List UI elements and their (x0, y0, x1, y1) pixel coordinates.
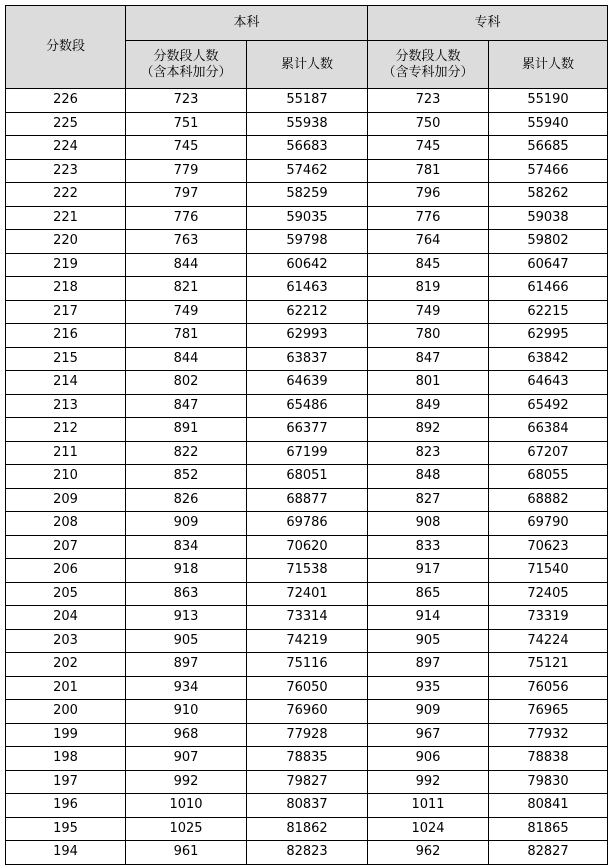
junior-seg-count-cell: 776 (368, 206, 489, 230)
undergrad-cumulative-cell: 76050 (247, 676, 368, 700)
undergrad-cumulative-cell: 55938 (247, 112, 368, 136)
junior-cumulative-cell: 56685 (489, 136, 608, 160)
score-cell: 221 (6, 206, 126, 230)
undergrad-cumulative-cell: 65486 (247, 394, 368, 418)
junior-seg-count-cell: 906 (368, 747, 489, 771)
junior-cumulative-cell: 59038 (489, 206, 608, 230)
score-cell: 208 (6, 512, 126, 536)
table-row (6, 136, 608, 160)
table-body (6, 89, 608, 865)
undergrad-seg-count-cell: 852 (126, 465, 247, 489)
table-row (6, 582, 608, 606)
score-cell: 203 (6, 629, 126, 653)
junior-seg-count-cell: 935 (368, 676, 489, 700)
junior-seg-count-cell: 1024 (368, 817, 489, 841)
score-cell: 199 (6, 723, 126, 747)
undergrad-cumulative-cell: 56683 (247, 136, 368, 160)
junior-seg-count-cell: 819 (368, 277, 489, 301)
table-row (6, 770, 608, 794)
undergrad-seg-count-cell: 913 (126, 606, 247, 630)
header-junior-cumulative: 累计人数 (489, 41, 608, 89)
junior-seg-count-cell: 962 (368, 841, 489, 865)
undergrad-cumulative-cell: 59035 (247, 206, 368, 230)
junior-seg-count-cell: 908 (368, 512, 489, 536)
junior-seg-count-cell: 909 (368, 700, 489, 724)
junior-seg-count-cell: 967 (368, 723, 489, 747)
table-row (6, 841, 608, 865)
score-cell: 213 (6, 394, 126, 418)
junior-seg-count-cell: 833 (368, 535, 489, 559)
score-cell: 216 (6, 324, 126, 348)
junior-cumulative-cell: 70623 (489, 535, 608, 559)
junior-seg-count-cell: 845 (368, 253, 489, 277)
undergrad-seg-count-cell: 834 (126, 535, 247, 559)
undergrad-seg-count-cell: 802 (126, 371, 247, 395)
undergrad-seg-count-cell: 751 (126, 112, 247, 136)
junior-cumulative-cell: 62215 (489, 300, 608, 324)
junior-cumulative-cell: 57466 (489, 159, 608, 183)
header-undergrad-cumulative: 累计人数 (247, 41, 368, 89)
undergrad-cumulative-cell: 57462 (247, 159, 368, 183)
score-cell: 194 (6, 841, 126, 865)
undergrad-cumulative-cell: 62212 (247, 300, 368, 324)
undergrad-seg-count-cell: 897 (126, 653, 247, 677)
table-row (6, 559, 608, 583)
junior-cumulative-cell: 60647 (489, 253, 608, 277)
undergrad-seg-count-cell: 847 (126, 394, 247, 418)
undergrad-cumulative-cell: 77928 (247, 723, 368, 747)
undergrad-cumulative-cell: 60642 (247, 253, 368, 277)
undergrad-seg-count-cell: 797 (126, 183, 247, 207)
undergrad-cumulative-cell: 78835 (247, 747, 368, 771)
undergrad-cumulative-cell: 80837 (247, 794, 368, 818)
junior-seg-count-cell: 847 (368, 347, 489, 371)
junior-seg-count-cell: 827 (368, 488, 489, 512)
junior-seg-count-cell: 992 (368, 770, 489, 794)
header-undergrad-seg-count (126, 41, 247, 89)
undergrad-seg-count-cell: 723 (126, 89, 247, 113)
score-cell: 219 (6, 253, 126, 277)
undergrad-cumulative-cell: 75116 (247, 653, 368, 677)
junior-seg-count-cell: 1011 (368, 794, 489, 818)
header-junior-seg-count (368, 41, 489, 89)
junior-cumulative-cell: 78838 (489, 747, 608, 771)
table-row (6, 653, 608, 677)
junior-seg-count-cell: 823 (368, 441, 489, 465)
table-row (6, 817, 608, 841)
junior-seg-count-cell: 897 (368, 653, 489, 677)
junior-seg-count-cell: 745 (368, 136, 489, 160)
junior-seg-count-cell: 723 (368, 89, 489, 113)
table-row (6, 394, 608, 418)
undergrad-seg-count-cell: 961 (126, 841, 247, 865)
score-cell: 218 (6, 277, 126, 301)
score-cell: 195 (6, 817, 126, 841)
junior-seg-count-cell: 780 (368, 324, 489, 348)
undergrad-cumulative-cell: 79827 (247, 770, 368, 794)
undergrad-seg-count-cell: 863 (126, 582, 247, 606)
undergrad-seg-count-cell: 776 (126, 206, 247, 230)
junior-cumulative-cell: 64643 (489, 371, 608, 395)
score-cell: 217 (6, 300, 126, 324)
table-row (6, 300, 608, 324)
score-cell: 225 (6, 112, 126, 136)
undergrad-seg-count-cell: 968 (126, 723, 247, 747)
undergrad-cumulative-cell: 62993 (247, 324, 368, 348)
header-undergrad-seg-count-line2: （含本科加分） (140, 64, 232, 80)
score-cell: 205 (6, 582, 126, 606)
junior-cumulative-cell: 63842 (489, 347, 608, 371)
junior-cumulative-cell: 80841 (489, 794, 608, 818)
undergrad-seg-count-cell: 745 (126, 136, 247, 160)
junior-seg-count-cell: 892 (368, 418, 489, 442)
junior-cumulative-cell: 58262 (489, 183, 608, 207)
header-score-segment: 分数段 (6, 6, 126, 89)
undergrad-cumulative-cell: 73314 (247, 606, 368, 630)
junior-cumulative-cell: 67207 (489, 441, 608, 465)
undergrad-cumulative-cell: 70620 (247, 535, 368, 559)
undergrad-seg-count-cell: 909 (126, 512, 247, 536)
score-cell: 222 (6, 183, 126, 207)
table-row (6, 747, 608, 771)
junior-cumulative-cell: 62995 (489, 324, 608, 348)
table-row (6, 324, 608, 348)
junior-cumulative-cell: 82827 (489, 841, 608, 865)
table-row (6, 418, 608, 442)
table-row (6, 347, 608, 371)
undergrad-cumulative-cell: 58259 (247, 183, 368, 207)
junior-seg-count-cell: 914 (368, 606, 489, 630)
table-row (6, 112, 608, 136)
table-row (6, 700, 608, 724)
undergrad-cumulative-cell: 68051 (247, 465, 368, 489)
table-row (6, 89, 608, 113)
table-row (6, 488, 608, 512)
table-row (6, 512, 608, 536)
undergrad-seg-count-cell: 891 (126, 418, 247, 442)
junior-seg-count-cell: 749 (368, 300, 489, 324)
junior-seg-count-cell: 781 (368, 159, 489, 183)
undergrad-seg-count-cell: 905 (126, 629, 247, 653)
undergrad-cumulative-cell: 55187 (247, 89, 368, 113)
table-row (6, 441, 608, 465)
score-cell: 210 (6, 465, 126, 489)
score-cell: 215 (6, 347, 126, 371)
score-cell: 226 (6, 89, 126, 113)
score-cell: 198 (6, 747, 126, 771)
score-distribution-table-container (5, 5, 608, 865)
junior-cumulative-cell: 59802 (489, 230, 608, 254)
table-header (6, 6, 608, 89)
undergrad-seg-count-cell: 910 (126, 700, 247, 724)
table-row (6, 676, 608, 700)
junior-cumulative-cell: 68055 (489, 465, 608, 489)
table-row (6, 723, 608, 747)
junior-cumulative-cell: 69790 (489, 512, 608, 536)
table-row (6, 159, 608, 183)
table-row (6, 277, 608, 301)
undergrad-cumulative-cell: 71538 (247, 559, 368, 583)
junior-seg-count-cell: 801 (368, 371, 489, 395)
score-cell: 220 (6, 230, 126, 254)
junior-cumulative-cell: 72405 (489, 582, 608, 606)
score-cell: 206 (6, 559, 126, 583)
junior-cumulative-cell: 81865 (489, 817, 608, 841)
junior-seg-count-cell: 764 (368, 230, 489, 254)
undergrad-cumulative-cell: 74219 (247, 629, 368, 653)
junior-seg-count-cell: 905 (368, 629, 489, 653)
score-cell: 204 (6, 606, 126, 630)
junior-cumulative-cell: 76965 (489, 700, 608, 724)
table-row (6, 371, 608, 395)
junior-cumulative-cell: 55190 (489, 89, 608, 113)
undergrad-seg-count-cell: 844 (126, 347, 247, 371)
undergrad-cumulative-cell: 61463 (247, 277, 368, 301)
junior-cumulative-cell: 68882 (489, 488, 608, 512)
undergrad-cumulative-cell: 63837 (247, 347, 368, 371)
junior-seg-count-cell: 750 (368, 112, 489, 136)
undergrad-seg-count-cell: 934 (126, 676, 247, 700)
score-cell: 224 (6, 136, 126, 160)
junior-cumulative-cell: 61466 (489, 277, 608, 301)
undergrad-cumulative-cell: 81862 (247, 817, 368, 841)
undergrad-seg-count-cell: 779 (126, 159, 247, 183)
score-cell: 200 (6, 700, 126, 724)
junior-cumulative-cell: 76056 (489, 676, 608, 700)
score-cell: 214 (6, 371, 126, 395)
table-row (6, 253, 608, 277)
undergrad-seg-count-cell: 763 (126, 230, 247, 254)
undergrad-cumulative-cell: 59798 (247, 230, 368, 254)
undergrad-seg-count-cell: 821 (126, 277, 247, 301)
junior-cumulative-cell: 73319 (489, 606, 608, 630)
score-cell: 223 (6, 159, 126, 183)
header-undergrad: 本科 (126, 6, 368, 41)
junior-cumulative-cell: 66384 (489, 418, 608, 442)
undergrad-cumulative-cell: 64639 (247, 371, 368, 395)
undergrad-seg-count-cell: 749 (126, 300, 247, 324)
junior-cumulative-cell: 71540 (489, 559, 608, 583)
score-cell: 202 (6, 653, 126, 677)
table-row (6, 206, 608, 230)
undergrad-cumulative-cell: 66377 (247, 418, 368, 442)
table-row (6, 629, 608, 653)
undergrad-seg-count-cell: 1025 (126, 817, 247, 841)
table-row (6, 606, 608, 630)
undergrad-seg-count-cell: 822 (126, 441, 247, 465)
undergrad-seg-count-cell: 826 (126, 488, 247, 512)
undergrad-seg-count-cell: 1010 (126, 794, 247, 818)
score-cell: 207 (6, 535, 126, 559)
junior-cumulative-cell: 65492 (489, 394, 608, 418)
junior-cumulative-cell: 77932 (489, 723, 608, 747)
junior-cumulative-cell: 75121 (489, 653, 608, 677)
undergrad-cumulative-cell: 69786 (247, 512, 368, 536)
table-row (6, 465, 608, 489)
undergrad-cumulative-cell: 82823 (247, 841, 368, 865)
table-row (6, 183, 608, 207)
score-cell: 201 (6, 676, 126, 700)
junior-seg-count-cell: 848 (368, 465, 489, 489)
table-row (6, 230, 608, 254)
undergrad-cumulative-cell: 68877 (247, 488, 368, 512)
junior-cumulative-cell: 79830 (489, 770, 608, 794)
undergrad-seg-count-cell: 907 (126, 747, 247, 771)
junior-seg-count-cell: 865 (368, 582, 489, 606)
score-cell: 209 (6, 488, 126, 512)
undergrad-cumulative-cell: 72401 (247, 582, 368, 606)
score-cell: 197 (6, 770, 126, 794)
table-row (6, 535, 608, 559)
junior-seg-count-cell: 917 (368, 559, 489, 583)
junior-cumulative-cell: 55940 (489, 112, 608, 136)
junior-cumulative-cell: 74224 (489, 629, 608, 653)
table-row (6, 794, 608, 818)
undergrad-seg-count-cell: 992 (126, 770, 247, 794)
undergrad-seg-count-cell: 918 (126, 559, 247, 583)
undergrad-cumulative-cell: 76960 (247, 700, 368, 724)
junior-seg-count-cell: 849 (368, 394, 489, 418)
undergrad-cumulative-cell: 67199 (247, 441, 368, 465)
junior-seg-count-cell: 796 (368, 183, 489, 207)
header-undergrad-seg-count-line1: 分数段人数 (153, 48, 219, 64)
score-distribution-table (5, 5, 608, 865)
header-junior-seg-count-line1: 分数段人数 (395, 48, 461, 64)
undergrad-seg-count-cell: 844 (126, 253, 247, 277)
header-junior: 专科 (368, 6, 608, 41)
header-junior-seg-count-line2: （含专科加分） (382, 64, 474, 80)
score-cell: 196 (6, 794, 126, 818)
score-cell: 211 (6, 441, 126, 465)
undergrad-seg-count-cell: 781 (126, 324, 247, 348)
score-cell: 212 (6, 418, 126, 442)
